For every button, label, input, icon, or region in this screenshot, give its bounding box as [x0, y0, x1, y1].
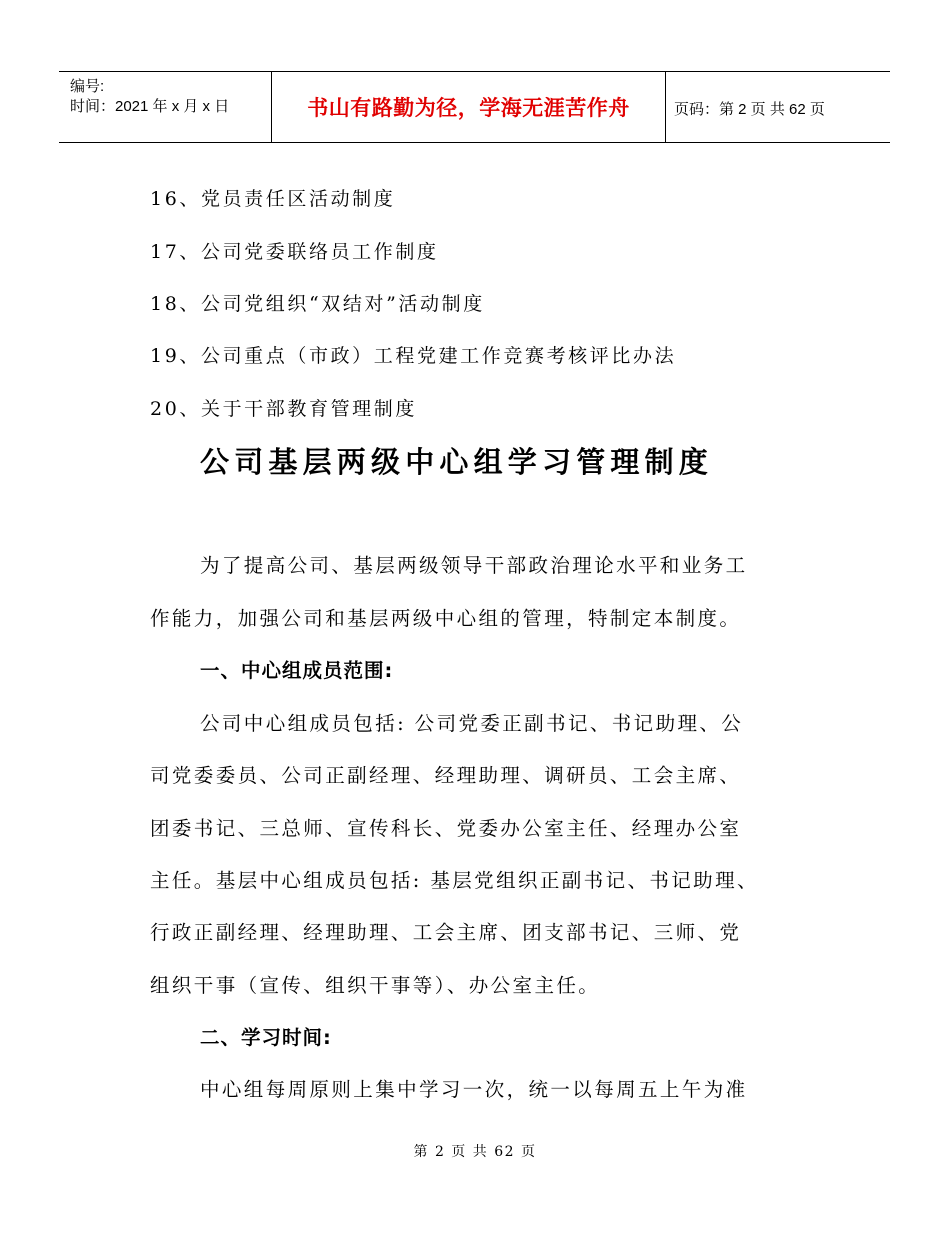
header-page-number: 页码：第 2 页 共 62 页: [674, 101, 825, 118]
page-footer: 第 2 页 共 62 页: [413, 1144, 537, 1160]
toc-item: 16、党员责任区活动制度: [150, 188, 396, 210]
paragraph-line: 行政正副经理、经理助理、工会主席、团支部书记、三师、党: [150, 921, 742, 944]
header-divider-right: [665, 71, 666, 143]
section-heading: 一、中心组成员范围:: [200, 659, 394, 682]
paragraph-line: 司党委委员、公司正副经理、经理助理、调研员、工会主席、: [150, 764, 742, 787]
toc-item: 18、公司党组织“双结对”活动制度: [150, 293, 485, 315]
header-time: 时间：2021 年 x 月 x 日: [70, 98, 230, 115]
paragraph-line: 公司中心组成员包括: 公司党委正副书记、书记助理、公: [200, 712, 744, 735]
toc-item: 20、关于干部教育管理制度: [150, 398, 417, 420]
paragraph-line: 为了提高公司、基层两级领导干部政治理论水平和业务工: [200, 554, 748, 577]
header-code: 编号:: [70, 78, 105, 95]
toc-item: 19、公司重点（市政）工程党建工作竞赛考核评比办法: [150, 345, 677, 367]
paragraph-line: 主任。基层中心组成员包括: 基层党组织正副书记、书记助理、: [150, 869, 759, 892]
paragraph-line: 团委书记、三总师、宣传科长、党委办公室主任、经理办公室: [150, 817, 742, 840]
paragraph-line: 组织干事（宣传、组织干事等）、办公室主任。: [150, 974, 601, 997]
toc-item: 17、公司党委联络员工作制度: [150, 241, 439, 263]
section-heading: 二、学习时间:: [200, 1026, 332, 1049]
paragraph-line: 中心组每周原则上集中学习一次，统一以每周五上午为准: [200, 1078, 748, 1101]
header-motto: 书山有路勤为径，学海无涯苦作舟: [307, 97, 630, 120]
document-title: 公司基层两级中心组学习管理制度: [200, 445, 714, 479]
paragraph-line: 作能力，加强公司和基层两级中心组的管理，特制定本制度。: [150, 607, 742, 630]
